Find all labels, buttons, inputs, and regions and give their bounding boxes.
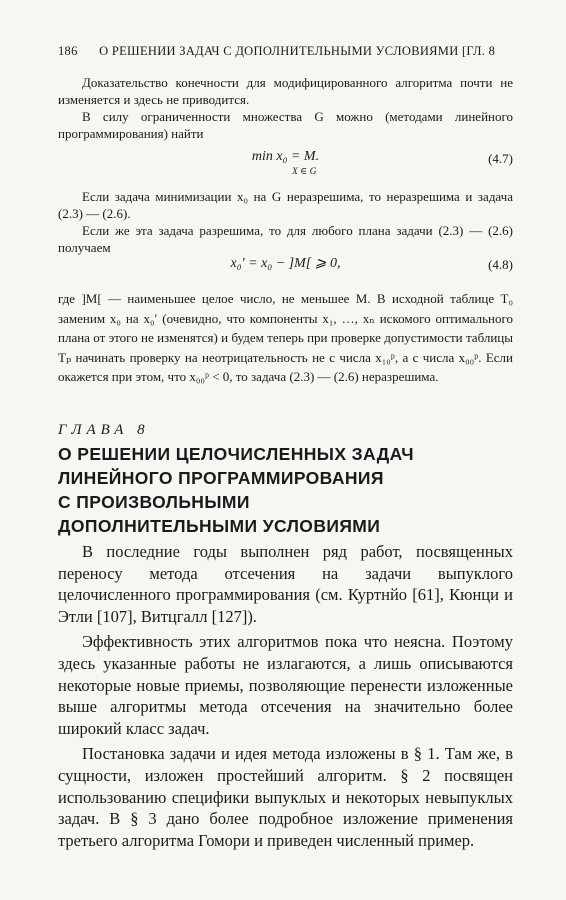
running-header <box>58 44 513 59</box>
paragraph: В последние годы выполнен ряд работ, посвященных переносу метода отсечения на задачи выпуклого целочисленного программирования (см. Куртнйо [61], Кюнци и Этли [107], Витцгалл [127]). <box>58 542 513 626</box>
equation-subscript: X ∈ G <box>292 167 317 177</box>
page-number: 186 <box>58 44 78 58</box>
running-title: О РЕШЕНИИ ЗАДАЧ С ДОПОЛНИТЕЛЬНЫМИ УСЛОВИЯМИ [ГЛ. 8 <box>99 44 496 58</box>
chapter-label: ГЛАВА 8 <box>58 422 150 438</box>
paragraph: Доказательство конечности для модифицированного алгоритма почти не изменяется и здесь не приводится. <box>58 75 513 107</box>
chapter-title-line: ЛИНЕЙНОГО ПРОГРАММИРОВАНИЯ <box>58 468 384 488</box>
chapter-title-line: С ПРОИЗВОЛЬНЫМИ <box>58 492 250 512</box>
middle-text <box>58 188 513 256</box>
paragraph: Постановка задачи и идея метода изложены в § 1. Там же, в сущности, изложен простейший алгоритм. § 2 посвящен использованию специфики выпуклых и некоторых невыпуклых задач. В § 3 дано более подробное изложение применения третьего алгоритма Гомори и приведен численный пример. <box>58 744 513 850</box>
chapter-title-line: ДОПОЛНИТЕЛЬНЫМИ УСЛОВИЯМИ <box>58 516 381 536</box>
paragraph: В силу ограниченности множества G можно (методами линейного программирования) найти <box>58 109 513 141</box>
chapter-body <box>58 541 513 855</box>
equation-expression: x₀′ = x₀ − ]M[ ⩾ 0, <box>230 256 341 271</box>
equation-4-7 <box>58 149 513 179</box>
paragraph: Эффективность этих алгоритмов пока что неясна. Поэтому здесь указанные работы не излагаются, а лишь описываются некоторые новые приемы, позволяющие перенести изложенные выше алгоритмы метода отсечения на значительно более широкий класс задач. <box>58 632 513 738</box>
paragraph: где ]M[ — наименьшее целое число, не меньшее M. В исходной таблице T₀ заменим x₀ на x₀′ (очевидно, что компоненты x₁, …, xₙ искомого оптимального плана от этого не изменятся) и будем теперь при проверке допустимости таблицы Tₚ начинать проверку на неотрицательность не с числа x₁₀ᵖ, а с числа x₀₀ᵖ. Если окажется при этом, что x₀₀ᵖ < 0, то задача (2.3) — (2.6) неразрешима. <box>58 291 513 384</box>
equation-expression: min x₀ = M. <box>251 149 320 164</box>
paragraph: Если задача минимизации x₀ на G неразрешима, то неразрешима и задача (2.3) — (2.6). <box>58 189 513 221</box>
after-equation-text <box>58 289 513 387</box>
equation-number: (4.7) <box>488 151 513 166</box>
equation-number: (4.8) <box>488 257 513 272</box>
equation-4-8 <box>58 255 513 285</box>
paragraph: Если же эта задача разрешима, то для любого плана задачи (2.3) — (2.6) получаем <box>58 223 513 255</box>
intro-text <box>58 74 513 142</box>
chapter-title-line: О РЕШЕНИИ ЦЕЛОЧИСЛЕННЫХ ЗАДАЧ <box>58 444 414 464</box>
chapter-title <box>58 442 528 538</box>
